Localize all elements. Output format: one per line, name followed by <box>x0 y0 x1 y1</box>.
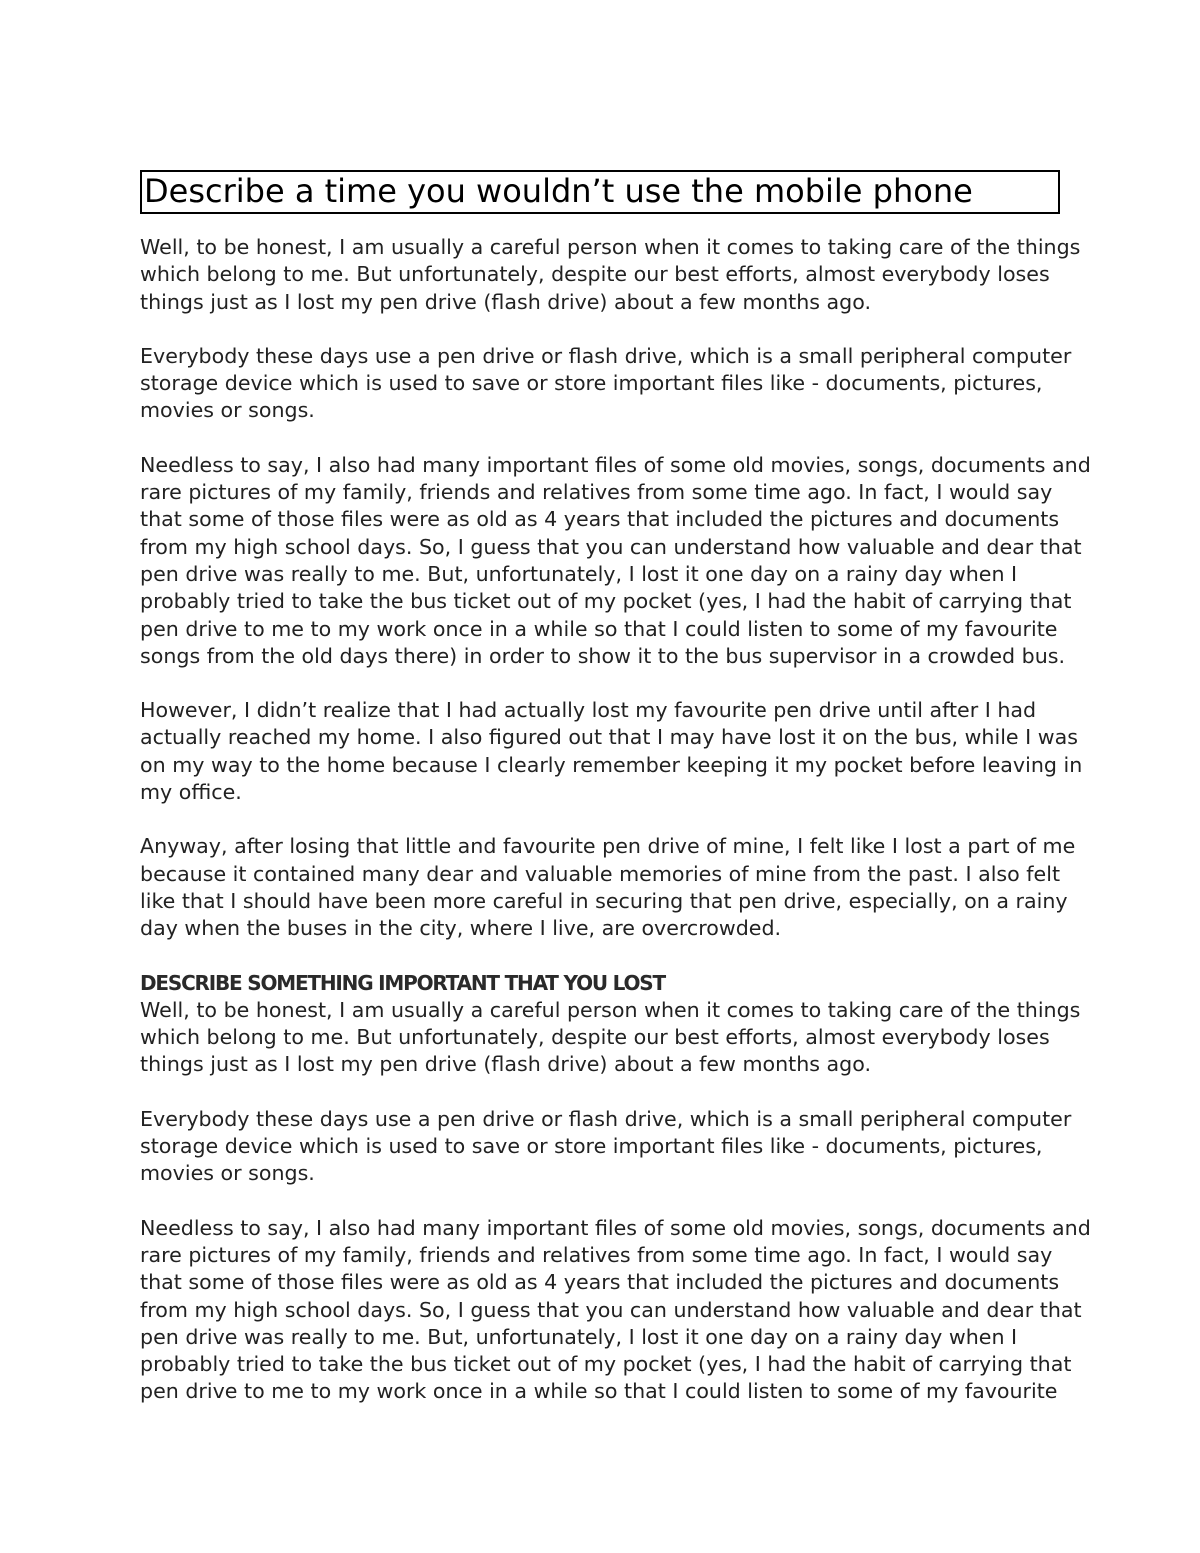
text-line: pen drive to me to my work once in a while so that I could listen to some of my favourite <box>140 616 1058 641</box>
text-line: from my high school days. So, I guess that you can understand how valuable and dear that <box>140 1297 1082 1322</box>
text-line: rare pictures of my family, friends and relatives from some time ago. In fact, I would say <box>140 480 1053 505</box>
text-line: movies or songs. <box>140 398 315 423</box>
text-line: Well, to be honest, I am usually a careful person when it comes to taking care of the things <box>140 235 1081 259</box>
text-line: Everybody these days use a pen drive or flash drive, which is a small peripheral computer <box>140 1106 1072 1131</box>
text-line: Everybody these days use a pen drive or flash drive, which is a small peripheral computer <box>140 343 1072 368</box>
text-line: probably tried to take the bus ticket out of my pocket (yes, I had the habit of carrying that <box>140 589 1072 614</box>
text-line: pen drive was really to me. But, unfortunately, I lost it one day on a rainy day when I <box>140 1324 1018 1349</box>
text-line: that some of those files were as old as 4 years that included the pictures and documents <box>140 507 1060 532</box>
text-line: Well, to be honest, I am usually a careful person when it comes to taking care of the things <box>140 997 1081 1022</box>
text-line: Needless to say, I also had many important files of some old movies, songs, documents and <box>140 1215 1091 1240</box>
text-line: which belong to me. But unfortunately, despite our best efforts, almost everybody loses <box>140 262 1050 287</box>
section-one <box>140 234 1091 943</box>
text-line: storage device which is used to save or store important files like - documents, pictures, <box>140 371 1043 396</box>
section-two <box>140 970 1091 1406</box>
text-line: like that I should have been more careful in securing that pen drive, especially, on a rainy <box>140 888 1068 913</box>
text-line: on my way to the home because I clearly remember keeping it my pocket before leaving in <box>140 752 1083 777</box>
text-line: things just as I lost my pen drive (flash drive) about a few months ago. <box>140 289 872 314</box>
text-line: rare pictures of my family, friends and relatives from some time ago. In fact, I would say <box>140 1242 1053 1267</box>
text-line: from my high school days. So, I guess that you can understand how valuable and dear that <box>140 534 1082 559</box>
paragraph <box>140 234 1081 316</box>
text-line: because it contained many dear and valuable memories of mine from the past. I also felt <box>140 861 1061 886</box>
text-line: songs from the old days there) in order to show it to the bus supervisor in a crowded bus. <box>140 643 1066 668</box>
text-line: storage device which is used to save or store important files like - documents, pictures, <box>140 1134 1043 1159</box>
document-title: Describe a time you wouldn’t use the mobile phone <box>140 170 1060 214</box>
text-line: movies or songs. <box>140 1161 315 1186</box>
paragraph <box>140 833 1076 942</box>
text-line: day when the buses in the city, where I live, are overcrowded. <box>140 916 782 941</box>
text-line: which belong to me. But unfortunately, despite our best efforts, almost everybody loses <box>140 1025 1050 1050</box>
text-line: pen drive to me to my work once in a while so that I could listen to some of my favourite <box>140 1379 1058 1404</box>
text-line: Anyway, after losing that little and favourite pen drive of mine, I felt like I lost a part of me <box>140 834 1076 859</box>
paragraph <box>140 343 1072 425</box>
text-line: my office. <box>140 780 242 805</box>
paragraph <box>140 697 1083 806</box>
text-line: Needless to say, I also had many important files of some old movies, songs, documents and <box>140 452 1091 477</box>
paragraph <box>140 997 1081 1079</box>
paragraph <box>140 452 1091 670</box>
text-line: that some of those files were as old as 4 years that included the pictures and documents <box>140 1270 1060 1295</box>
text-line: things just as I lost my pen drive (flash drive) about a few months ago. <box>140 1052 872 1077</box>
text-line: pen drive was really to me. But, unfortunately, I lost it one day on a rainy day when I <box>140 561 1018 586</box>
text-line: actually reached my home. I also figured out that I may have lost it on the bus, while I was <box>140 725 1078 750</box>
paragraph <box>140 1215 1091 1406</box>
text-line: probably tried to take the bus ticket out of my pocket (yes, I had the habit of carrying that <box>140 1352 1072 1377</box>
section-heading: DESCRIBE SOMETHING IMPORTANT THAT YOU LOST <box>140 970 665 995</box>
document-page <box>140 170 1091 1433</box>
paragraph <box>140 1106 1072 1188</box>
text-line: However, I didn’t realize that I had actually lost my favourite pen drive until after I had <box>140 698 1037 723</box>
